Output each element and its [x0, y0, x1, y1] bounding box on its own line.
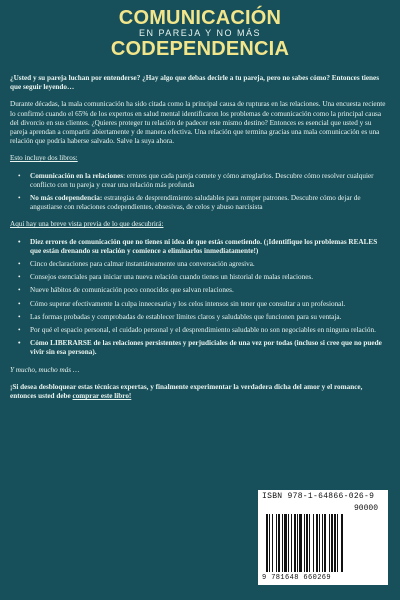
barcode — [258, 490, 388, 585]
list-item — [10, 194, 390, 212]
list-item — [10, 300, 390, 309]
cta-text: ¡Si desea desbloquear estas técnicas expertas, y finalmente experimentar la verdadera dicha del amor y el romance, entonces usted debe — [10, 382, 363, 401]
bullet-icon: • — [18, 299, 21, 308]
more-text: Y mucho, mucho más … — [10, 365, 80, 374]
bullet-icon: • — [18, 339, 21, 348]
list-item — [10, 273, 390, 282]
list-item — [10, 238, 390, 256]
title-line-1: COMUNICACIÓN — [118, 7, 282, 29]
book-desc-1: : errores que cada pareja comete y cómo arreglarlos. Descubre cómo resolver cualquier conflicto con tu pareja y crear una relación más profunda — [30, 171, 374, 189]
list-item — [10, 339, 390, 357]
list-item — [10, 172, 390, 190]
book-title — [0, 0, 400, 59]
bullet-icon: • — [18, 312, 21, 321]
title-line-2: CODEPENDENCIA — [110, 38, 290, 60]
preview-item-text: Consejos esenciales para iniciar una nueva relación cuando tienes un historial de malas relaciones. — [30, 273, 314, 282]
books-list — [10, 172, 390, 213]
bullet-icon: • — [18, 194, 21, 203]
price-code: 90000 — [354, 504, 379, 513]
bullet-icon: • — [18, 260, 21, 269]
cta-link: comprar este libro! — [72, 392, 132, 401]
bullet-icon: • — [18, 171, 21, 180]
barcode-number: 9 781648 660269 — [262, 574, 332, 582]
back-cover-text — [10, 74, 390, 409]
preview-item-text: Por qué el espacio personal, el cuidado personal y el desprendimiento saludable no son negociables en ninguna relación. — [30, 326, 376, 335]
preview-item-text: Cinco declaraciones para calmar instantáneamente una conversación agresiva. — [30, 260, 255, 269]
preview-item-text: Cómo LIBERARSE de las relaciones persistentes y perjudiciales de una vez por todas (incluso si cree que no puede vivir sin esa persona). — [30, 339, 382, 357]
preview-list — [10, 238, 390, 358]
list-item — [10, 313, 390, 322]
preview-item-text: Las formas probadas y comprobadas de establecer límites claros y saludables que funcionen para su ventaja. — [30, 312, 342, 321]
call-to-action — [10, 383, 382, 401]
preview-item-text: Cómo superar efectivamente la culpa innecesaria y los celos intensos sin tener que consultar a un profesional. — [30, 299, 346, 308]
list-item — [10, 260, 390, 269]
bullet-icon: • — [18, 326, 21, 335]
list-item — [10, 326, 390, 335]
bullet-icon: • — [18, 237, 21, 246]
barcode-bars — [264, 514, 384, 572]
bullet-icon: • — [18, 286, 21, 295]
subtitle: EN PAREJA Y NO MÁS — [138, 28, 262, 38]
book-title-2: No más codependencia: — [30, 194, 103, 203]
bullet-icon: • — [18, 273, 21, 282]
preview-item-text: Diez errores de comunicación que no tienes ni idea de que estás cometiendo. (¡Identifique los problemas REALES que están drenando su relación y comience a eliminarlos inmediatamente!) — [30, 237, 378, 255]
preview-heading: Aquí hay una breve vista previa de lo que descubrirá: — [10, 220, 164, 229]
intro-paragraph: Durante décadas, la mala comunicación ha sido citada como la principal causa de rupturas en las relaciones. Una encuesta reciente lo confirmó cuando el 65% de los expertos en salud mental identificaron los problemas de comunicación como la principal causa del divorcio en sus clientes. ¿Quieres proteger tu relación de padecer este mismo destino? Entonces es esencial que usted y su pareja aprendan a compartir abiertamente y de manera efectiva. Una relación que termina gracias una mala comunicación es una relación que podría haberse salvado. Salve la suya ahora. — [10, 100, 386, 146]
list-item — [10, 286, 390, 295]
preview-item-text: Nueve hábitos de comunicación poco conocidos que salvan relaciones. — [30, 286, 234, 295]
books-heading: Esto incluye dos libros: — [10, 154, 78, 163]
intro-question: ¿Usted y su pareja luchan por entenderse? ¿Hay algo que debas decirle a tu pareja, pero no sabes cómo? Entonces tienes que seguir leyendo… — [10, 74, 380, 92]
book-title-1: Comunicación en la relaciones — [30, 171, 124, 180]
book-desc-2: estrategias de desprendimiento saludables para romper patrones. Descubre cómo dejar de angustiarse con relaciones codependientes, obsesivas, de celos y abuso narcisista — [30, 194, 361, 212]
isbn-label: ISBN 978-1-64866-026-9 — [262, 492, 375, 501]
